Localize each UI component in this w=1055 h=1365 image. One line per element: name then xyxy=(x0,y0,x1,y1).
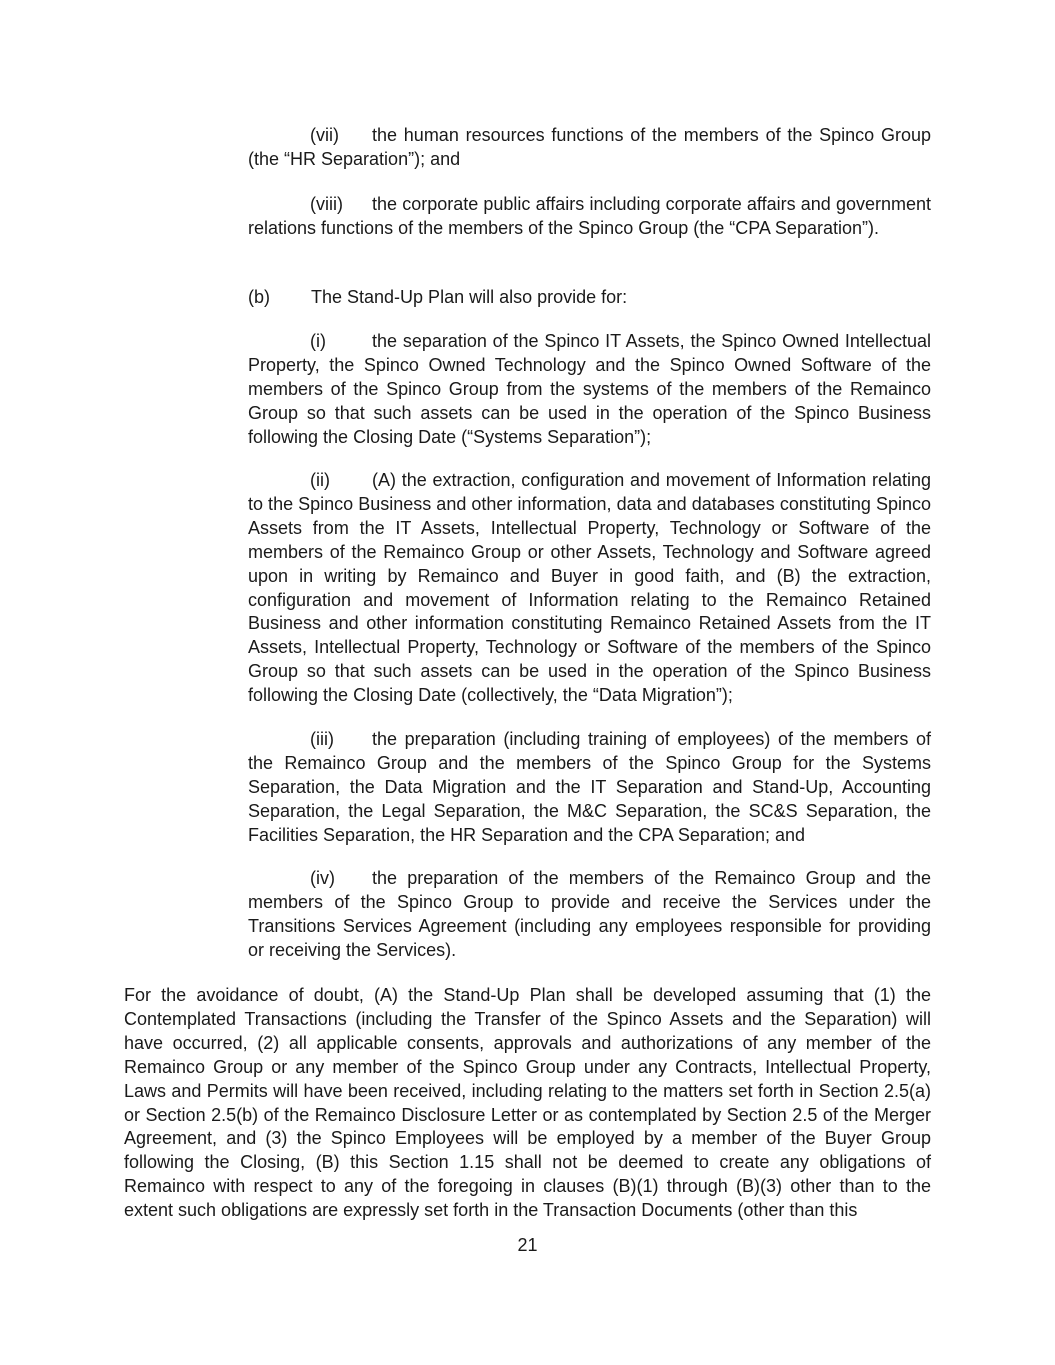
paragraph-b xyxy=(248,286,931,310)
paragraph-text: the separation of the Spinco IT Assets, the Spinco Owned Intellectual Property, the Spinco Owned Technology and the Spinco Owned Software of the members of the Spinco Group from the systems of the members of the Remainco Group so that such assets can be used in the operation of the Spinco Business following the Closing Date (“Systems Separation”); xyxy=(248,331,931,447)
paragraph-text: (A) the extraction, configuration and movement of Information relating to the Spinco Business and other information, data and databases constituting Spinco Assets from the IT Assets, Intellectual Property, Technology or Software of the members of the Remainco Group or other Assets, Technology and Software agreed upon in writing by Remainco and Buyer in good faith, and (B) the extraction, configuration and movement of Information relating to the Remainco Retained Business and other information constituting Remainco Retained Assets from the IT Assets, Intellectual Property, Technology or Software of the members of the Spinco Group so that such assets can be used in the operation of the Spinco Business following the Closing Date (collectively, the “Data Migration”); xyxy=(248,470,931,706)
paragraph-iii xyxy=(248,728,931,848)
paragraph-label: (iii) xyxy=(310,729,334,749)
paragraph-label: (b) xyxy=(248,287,270,307)
paragraph-text: the human resources functions of the members of the Spinco Group (the “HR Separation”); and xyxy=(248,125,931,169)
paragraph-ii xyxy=(248,469,931,708)
closing-paragraph: For the avoidance of doubt, (A) the Stand-Up Plan shall be developed assuming that (1) the Contemplated Transactions (including the Transfer of the Spinco Assets and the Separation) will have occurred, (2) all applicable consents, approvals and authorizations of any member of the Remainco Group or any member of the Spinco Group under any Contracts, Intellectual Property, Laws and Permits will have been received, including relating to the matters set forth in Section 2.5(a) or Section 2.5(b) of the Remainco Disclosure Letter or as contemplated by Section 2.5 of the Merger Agreement, and (3) the Spinco Employees will be employed by a member of the Buyer Group following the Closing, (B) this Section 1.15 shall not be deemed to create any obligations of Remainco with respect to any of the foregoing in clauses (B)(1) through (B)(3) other than to the extent such obligations are expressly set forth in the Transaction Documents (other than this xyxy=(124,985,931,1221)
paragraph-iv xyxy=(248,867,931,963)
paragraph-label: (ii) xyxy=(310,470,330,490)
paragraph-text: the preparation (including training of employees) of the members of the Remainco Group and the members of the Spinco Group for the Systems Separation, the Data Migration and the IT Separation and Stand-Up, Accounting Separation, the Legal Separation, the M&C Separation, the SC&S Separation, the Facilities Separation, the HR Separation and the CPA Separation; and xyxy=(248,729,931,845)
paragraph-label: (iv) xyxy=(310,868,335,888)
paragraph-i xyxy=(248,330,931,450)
paragraph-text: the corporate public affairs including corporate affairs and government relations functions of the members of the Spinco Group (the “CPA Separation”). xyxy=(248,194,931,238)
paragraph-label: (viii) xyxy=(310,194,343,214)
paragraph-text: the preparation of the members of the Remainco Group and the members of the Spinco Group to provide and receive the Services under the Transitions Services Agreement (including any employees responsible for providing or receiving the Services). xyxy=(248,868,931,960)
page-number: 21 xyxy=(517,1235,538,1255)
paragraph-label: (i) xyxy=(310,331,326,351)
paragraph-label: (vii) xyxy=(310,125,339,145)
paragraph-viii xyxy=(248,193,931,241)
paragraph-vii xyxy=(248,124,931,172)
paragraph-text: The Stand-Up Plan will also provide for: xyxy=(311,287,628,307)
